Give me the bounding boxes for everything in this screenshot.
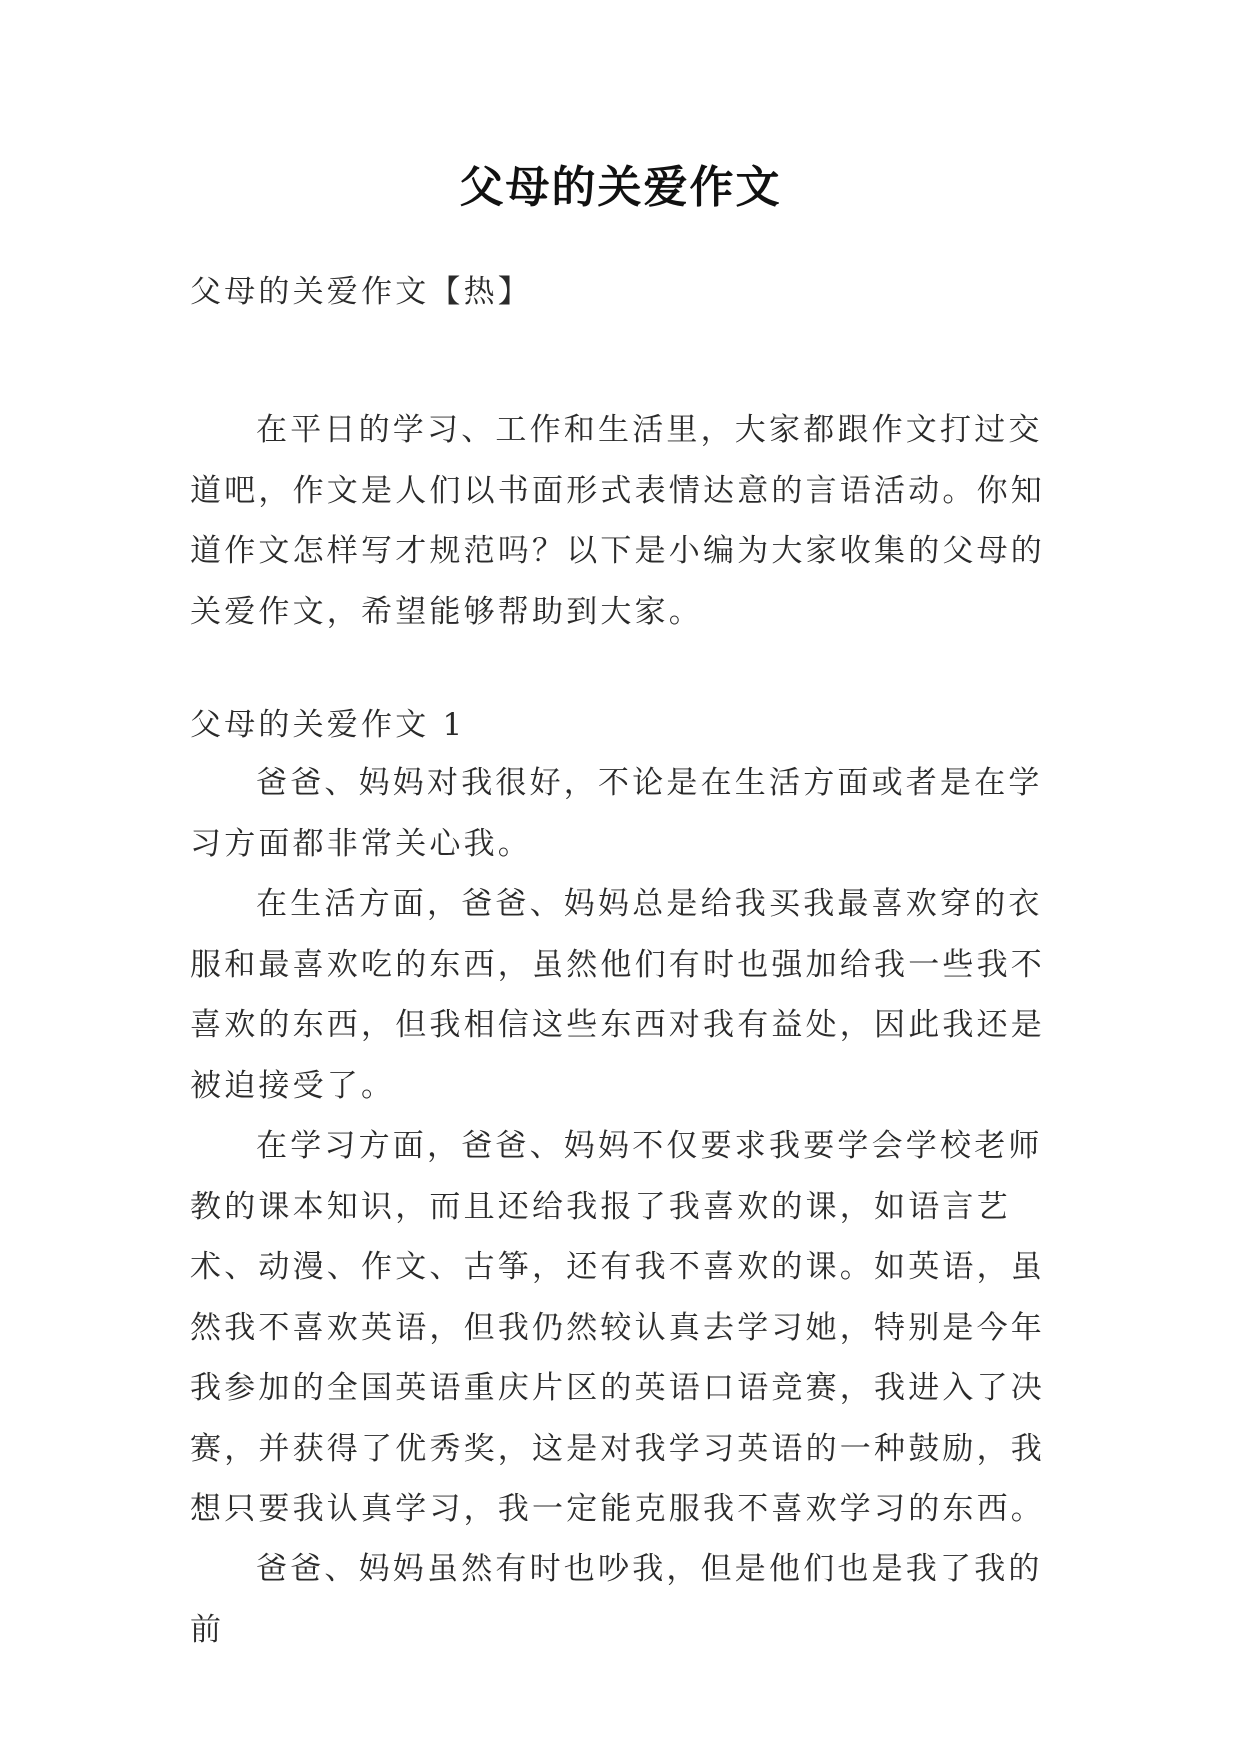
body-paragraph: 在生活方面，爸爸、妈妈总是给我买我最喜欢穿的衣服和最喜欢吃的东西，虽然他们有时也强加给我一些我不喜欢的东西，但我相信这些东西对我有益处，因此我还是被迫接受了。 [190, 886, 1045, 1104]
intro-paragraph: 在平日的学习、工作和生活里，大家都跟作文打过交道吧，作文是人们以书面形式表情达意的言语活动。你知道作文怎样写才规范吗？以下是小编为大家收集的父母的关爱作文，希望能够帮助到大家。 [190, 412, 1045, 630]
document-subtitle: 父母的关爱作文【热】 [190, 274, 532, 310]
section-heading: 父母的关爱作文 1 [190, 707, 466, 743]
body-paragraph: 爸爸、妈妈虽然有时也吵我，但是他们也是我了我的前 [190, 1551, 1043, 1648]
body-paragraph: 在学习方面，爸爸、妈妈不仅要求我要学会学校老师教的课本知识，而且还给我报了我喜欢的课，如语言艺术、动漫、作文、古筝，还有我不喜欢的课。如英语，虽然我不喜欢英语，但我仍然较认真去学习她，特别是今年我参加的全国英语重庆片区的英语口语竞赛，我进入了决赛，并获得了优秀奖，这是对我学习英语的一种鼓励，我想只要我认真学习，我一定能克服我不喜欢学习的东西。 [190, 1128, 1045, 1527]
body-paragraph: 爸爸、妈妈对我很好，不论是在生活方面或者是在学习方面都非常关心我。 [190, 765, 1043, 862]
document-title: 父母的关爱作文 [459, 162, 782, 213]
